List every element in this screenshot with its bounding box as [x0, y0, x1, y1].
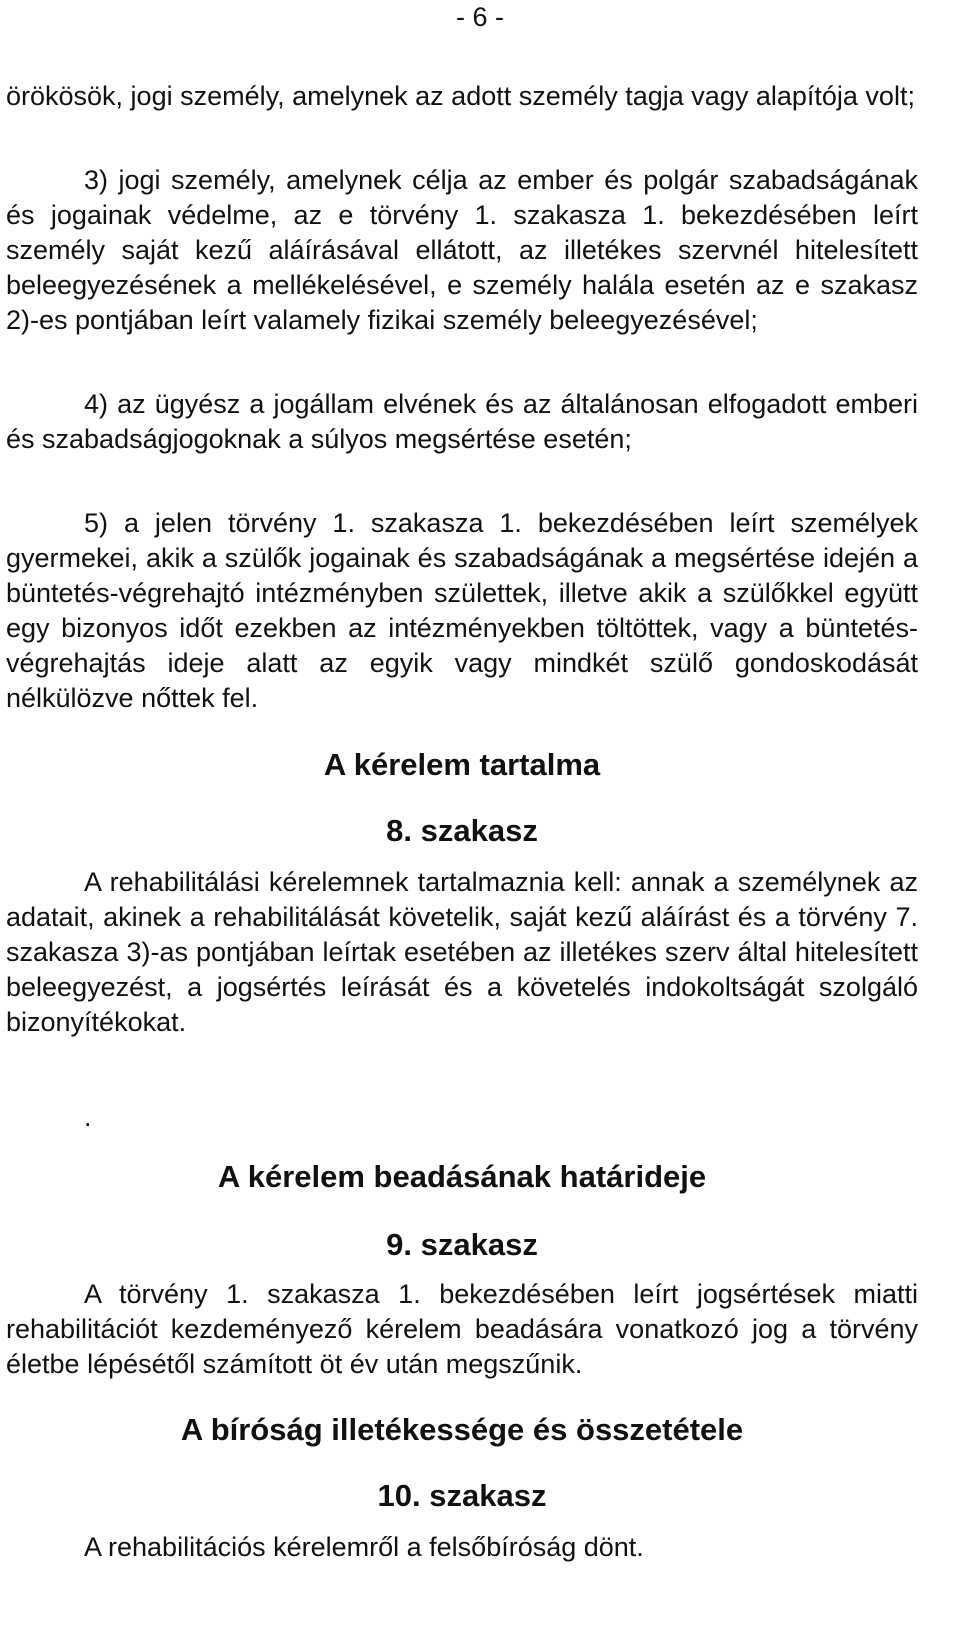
paragraph-point-4: 4) az ügyész a jogállam elvének és az általánosan elfogadott emberi és szabadságjogoknak a súlyos megsértése esetén;	[6, 389, 918, 454]
heading-section-10: 10. szakasz	[377, 1478, 547, 1513]
paragraph-section-8: A rehabilitálási kérelemnek tartalmaznia kell: annak a személynek az adatait, akinek a rehabilitálását követelik, saját kezű aláírást és a törvény 7. szakasza 3)-as pontjában leírtak esetében az illetékes szerv által hitelesített beleegyezést, a jogsértés leírását és a követelés indokoltságát szolgáló bizonyítékokat.	[6, 867, 918, 1037]
paragraph-point-5: 5) a jelen törvény 1. szakasza 1. bekezdésében leírt személyek gyermekei, akik a szülők jogainak és szabadságának a megsértése idején a büntetés-végrehajtó intézményben születtek, illetve akik a szülőkkel együtt egy bizonyos időt ezekben az intézményekben töltöttek, vagy a büntetés-végrehajtás ideje alatt az egyik vagy mindkét szülő gondoskodását nélkülözve nőttek fel.	[6, 508, 918, 713]
heading-section-9: 9. szakasz	[386, 1227, 538, 1262]
heading-submission-deadline: A kérelem beadásának határideje	[217, 1159, 707, 1194]
heading-request-content: A kérelem tartalma	[323, 747, 601, 782]
heading-section-8: 8. szakasz	[386, 813, 538, 848]
paragraph-point-3: 3) jogi személy, amelynek célja az ember és polgár szabadságának és jogainak védelme, az e törvény 1. szakasza 1. bekezdésében leírt személy saját kezű aláírásával ellátott, az illetékes szervnél hitelesített beleegyezésének a mellékelésével, e személy halála esetén az e szakasz 2)-es pontjában leírt valamely fizikai személy beleegyezésével;	[6, 165, 918, 335]
paragraph-section-10: A rehabilitációs kérelemről a felsőbíróság dönt.	[84, 1532, 644, 1562]
stray-dot: .	[84, 1102, 92, 1132]
heading-court-competence: A bíróság illetékessége és összetétele	[180, 1412, 744, 1447]
paragraph-section-9: A törvény 1. szakasza 1. bekezdésében leírt jogsértések miatti rehabilitációt kezdeményező kérelem beadására vonatkozó jog a törvény életbe lépésétől számított öt év után megszűnik.	[6, 1279, 918, 1379]
page-number: - 6 -	[455, 2, 504, 32]
paragraph-heirs: örökösök, jogi személy, amelynek az adott személy tagja vagy alapítója volt;	[6, 81, 915, 111]
